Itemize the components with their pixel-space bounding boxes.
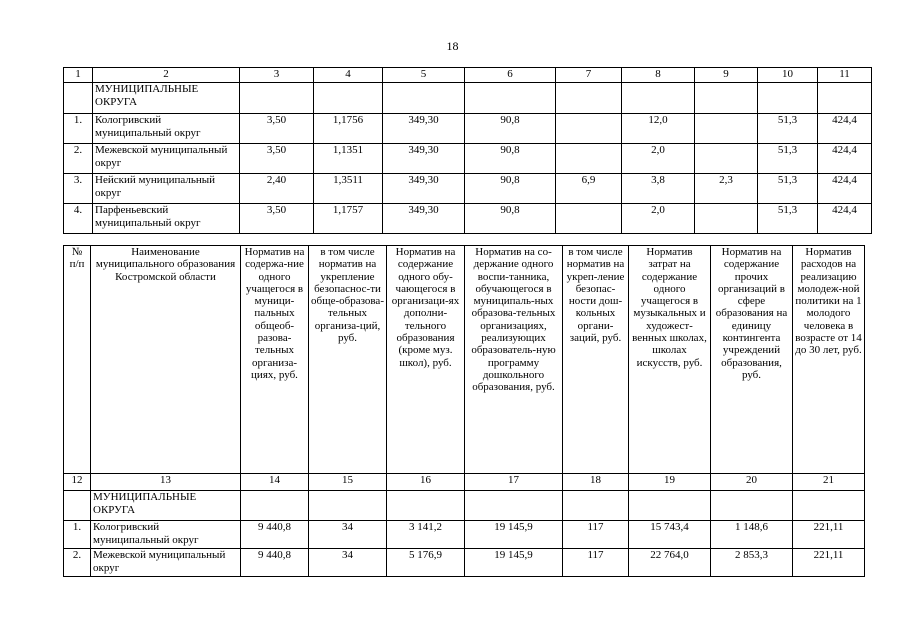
cell: 90,8	[465, 144, 556, 174]
cell: 9 440,8	[241, 521, 309, 549]
row-number: 4.	[64, 204, 93, 234]
column-header: № п/п	[64, 246, 91, 474]
col-num: 14	[241, 474, 309, 491]
page-number: 18	[446, 39, 459, 53]
col-num: 4	[314, 68, 383, 83]
cell: 51,3	[758, 174, 818, 204]
table-part-2	[63, 245, 865, 577]
section-row	[64, 83, 872, 114]
col-num: 21	[793, 474, 865, 491]
table-row	[64, 549, 865, 577]
cell	[556, 204, 622, 234]
col-num: 20	[711, 474, 793, 491]
cell: 424,4	[818, 144, 872, 174]
col-num: 19	[629, 474, 711, 491]
cell: 3,50	[240, 204, 314, 234]
cell: 2,3	[695, 174, 758, 204]
cell: 15 743,4	[629, 521, 711, 549]
cell: 117	[563, 549, 629, 577]
cell: 3 141,2	[387, 521, 465, 549]
section-title: МУНИЦИПАЛЬНЫЕ ОКРУГА	[93, 83, 240, 114]
column-header: Норматив затрат на содержание одного учащегося в музыкальных и художест-венных школах, школах искусств, руб.	[629, 246, 711, 474]
cell: 3,8	[622, 174, 695, 204]
col-num: 9	[695, 68, 758, 83]
cell: 1 148,6	[711, 521, 793, 549]
cell: 3,50	[240, 144, 314, 174]
col-num: 15	[309, 474, 387, 491]
cell: 22 764,0	[629, 549, 711, 577]
cell: 1,3511	[314, 174, 383, 204]
cell: 9 440,8	[241, 549, 309, 577]
cell: 2,0	[622, 204, 695, 234]
col-num: 1	[64, 68, 93, 83]
cell: 117	[563, 521, 629, 549]
col-num: 17	[465, 474, 563, 491]
cell: 90,8	[465, 204, 556, 234]
row-number: 1.	[64, 521, 91, 549]
section-row	[64, 491, 865, 521]
column-number-row	[64, 68, 872, 83]
cell: 349,30	[383, 144, 465, 174]
column-header: Норматив расходов на реализацию молодеж-ной политики на 1 молодого человека в возрасте от 14 до 30 лет, руб.	[793, 246, 865, 474]
row-number: 2.	[64, 549, 91, 577]
column-header: Норматив на содержание одного обу-чающегося в организаци-ях дополни-тельного образования (кроме муз. школ), руб.	[387, 246, 465, 474]
cell: 12,0	[622, 114, 695, 144]
cell: 5 176,9	[387, 549, 465, 577]
cell: 6,9	[556, 174, 622, 204]
table-row	[64, 144, 872, 174]
row-number: 1.	[64, 114, 93, 144]
cell: 19 145,9	[465, 521, 563, 549]
cell: 349,30	[383, 174, 465, 204]
cell: 349,30	[383, 114, 465, 144]
table-row	[64, 204, 872, 234]
column-number-row	[64, 474, 865, 491]
municipality-name: Кологривский муниципальный округ	[91, 521, 241, 549]
cell	[556, 144, 622, 174]
table-row	[64, 114, 872, 144]
cell: 90,8	[465, 114, 556, 144]
cell: 2 853,3	[711, 549, 793, 577]
municipality-name: Парфеньевский муниципальный округ	[93, 204, 240, 234]
row-number: 2.	[64, 144, 93, 174]
cell: 34	[309, 521, 387, 549]
cell: 2,40	[240, 174, 314, 204]
municipality-name: Межевской муниципальный округ	[93, 144, 240, 174]
col-num: 8	[622, 68, 695, 83]
cell: 51,3	[758, 144, 818, 174]
row-number: 3.	[64, 174, 93, 204]
cell: 90,8	[465, 174, 556, 204]
col-num: 2	[93, 68, 240, 83]
table-row	[64, 174, 872, 204]
cell: 2,0	[622, 144, 695, 174]
cell: 19 145,9	[465, 549, 563, 577]
cell: 1,1351	[314, 144, 383, 174]
municipality-name: Нейский муниципальный округ	[93, 174, 240, 204]
cell: 221,11	[793, 521, 865, 549]
col-num: 18	[563, 474, 629, 491]
column-header: в том числе норматив на укреп-ление безопас-ности дош-кольных органи-заций, руб.	[563, 246, 629, 474]
cell: 34	[309, 549, 387, 577]
cell: 51,3	[758, 114, 818, 144]
column-header: Норматив на со-держание одного воспи-танника, обучающегося в муниципаль-ных образова-тельных организациях, реализующих образователь-ную программу дошкольного образования, руб.	[465, 246, 563, 474]
col-num: 11	[818, 68, 872, 83]
col-num: 13	[91, 474, 241, 491]
table-part-1	[63, 67, 872, 234]
cell	[695, 204, 758, 234]
column-header: Норматив на содержа-ние одного учащегося в муници-пальных общеоб-разова-тельных организа-циях, руб.	[241, 246, 309, 474]
cell: 424,4	[818, 114, 872, 144]
column-header: Наименование муниципального образования Костромской области	[91, 246, 241, 474]
col-num: 5	[383, 68, 465, 83]
col-num: 7	[556, 68, 622, 83]
column-header: в том числе норматив на укрепление безопаснос-ти обще-образова-тельных организа-ций, руб.	[309, 246, 387, 474]
municipality-name: Кологривский муниципальный округ	[93, 114, 240, 144]
cell	[695, 114, 758, 144]
cell: 424,4	[818, 204, 872, 234]
cell: 3,50	[240, 114, 314, 144]
col-num: 6	[465, 68, 556, 83]
cell: 221,11	[793, 549, 865, 577]
cell: 349,30	[383, 204, 465, 234]
cell: 51,3	[758, 204, 818, 234]
cell	[556, 114, 622, 144]
cell: 424,4	[818, 174, 872, 204]
header-row	[64, 246, 865, 474]
cell: 1,1756	[314, 114, 383, 144]
col-num: 16	[387, 474, 465, 491]
cell: 1,1757	[314, 204, 383, 234]
municipality-name: Межевской муниципальный округ	[91, 549, 241, 577]
col-num: 10	[758, 68, 818, 83]
section-title: МУНИЦИПАЛЬНЫЕ ОКРУГА	[91, 491, 241, 521]
table-row	[64, 521, 865, 549]
col-num: 3	[240, 68, 314, 83]
column-header: Норматив на содержание прочих организаций в сфере образования на единицу контингента учреждений образования, руб.	[711, 246, 793, 474]
cell	[695, 144, 758, 174]
col-num: 12	[64, 474, 91, 491]
